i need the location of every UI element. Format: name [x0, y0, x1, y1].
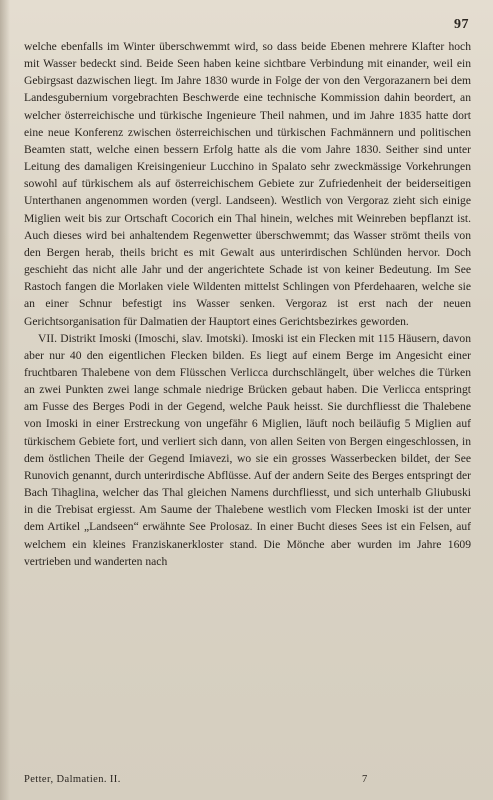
paragraph-district-imoski: VII. Distrikt Imoski (Imoschi, slav. Imotski). Imoski ist ein Flecken mit 115 Häusern, davon aber nur 40 den eigentlichen Flecken bilden. Es liegt auf einem Berge im Angesicht einer fruchtbaren Thalebene von dem Flüsschen Verlicca durchschlängelt, über welches die Türken an zwei Punkten zwei lange schmale niedrige Brücken gebaut haben. Die Verlicca entspringt am Fusse des Berges Podi in der Gegend, welche Pauk heisst. Sie durchfliesst die Thalebene von Imoski in einer Erstreckung von ungefähr 6 Miglien, läuft noch beiläufig 5 Miglien auf türkischem Gebiete fort, und verliert sich dann, von allen Seiten von Bergen eingeschlossen, in dem östlichen Theile der Gegend Imiavezi, wo sie ein grosses Wasserbecken bildet, der See Runovich genannt, durch unterirdische Abflüsse. Auf der andern Seite des Berges entspringt der Bach Tihaglina, welcher das Thal gleichen Namens durchfliesst, und sich unterhalb Gliubuski in die Trebisat ergiesst. Am Saume der Thalebene westlich vom Flecken Imoski ist der unter dem Artikel „Landseen“ erwähnte See Prolosaz. In einer Bucht dieses Sees ist ein Felsen, auf welchem ein kleines Franziskanerkloster stand. Die Mönche aber wurden im Jahre 1609 vertrieben und wanderten nach — [24, 331, 471, 568]
page-footer — [24, 773, 471, 787]
footer-sheet-number: 7 — [362, 774, 368, 785]
body-text — [24, 38, 471, 570]
paragraph-vergoraz-continued: welche ebenfalls im Winter überschwemmt wird, so dass beide Ebenen mehrere Klafter hoch mit Wasser bedeckt sind. Beide Seen haben keine sichtbare Verbindung mit einander, weil ein Gebirgsast dazwischen liegt. Im Jahre 1830 wurde in Folge der von den Vergorazanern bei dem Landesgubernium vorgebrachten Beschwerde eine technische Kommission dahin beordert, an welcher österreichische und türkische Ingenieure Theil nahmen, und im Jahre 1835 hatte dort eine neue Konferenz zwischen österreichischen und türkischen Fachmännern und politischen Beamten statt, welche einen bessern Erfolg hatte als die vom Jahre 1830. Seither sind unter Leitung des damaligen Kreisingenieur Lucchino in Spalato sehr zweckmässige Vorkehrungen sowohl auf türkischem als auf österreichischem Gebiete zur Zufriedenheit der beiderseitigen Unterthanen angenommen worden (vergl. Landseen). Westlich von Vergoraz zieht sich einige Miglien weit bis zur Ortschaft Cocorich ein Thal hinein, welches mit Weinreben bepflanzt ist. Auch dieses wird bei anhaltendem Regenwetter überschwemmt; das Wasser strömt theils von den Bergen herab, theils bricht es mit Gewalt aus unterirdischen Schlünden hervor. Doch geschieht das nicht alle Jahr und der angerichtete Schade ist von keiner Bedeutung. Im See Rastoch fangen die Morlaken viele Wildenten mittelst Schlingen von Pferdehaaren, welche sie an einer Schnur befestigt ins Wasser senken. Vergoraz ist erst nach der neuen Gerichtsorganisation für Dalmatien der Hauptort eines Gerichtsbezirkes geworden. — [24, 40, 471, 328]
footer-signature: Petter, Dalmatien. II. — [24, 774, 121, 785]
page-number: 97 — [454, 17, 469, 32]
